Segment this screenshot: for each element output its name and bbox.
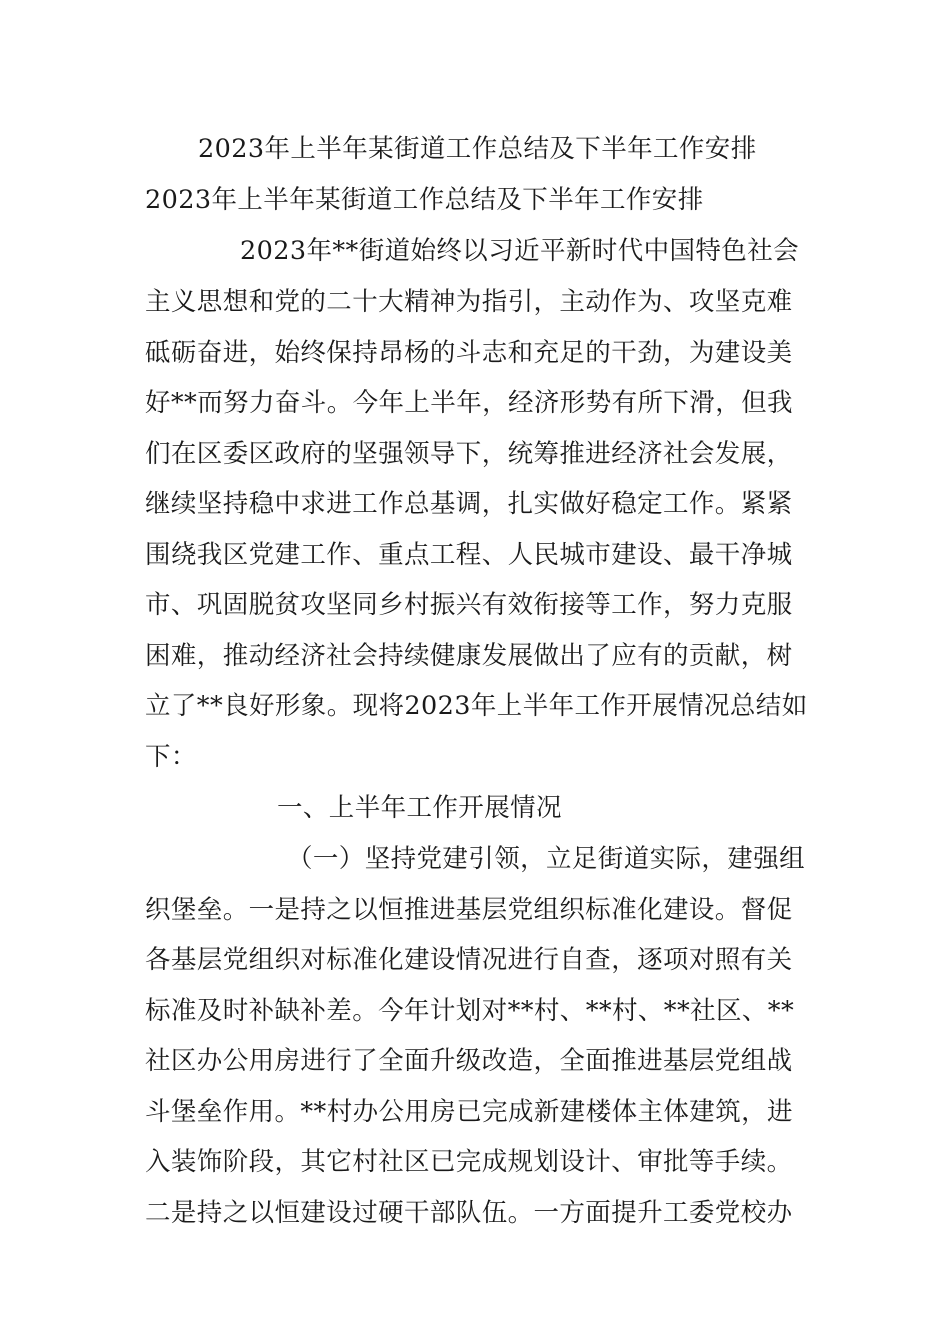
- paragraph-line: 各基层党组织对标准化建设情况进行自查，逐项对照有关: [145, 945, 793, 975]
- section-heading: 一、上半年工作开展情况: [277, 793, 562, 823]
- paragraph-line: 砥砺奋进，始终保持昂杨的斗志和充足的干劲，为建设美: [145, 338, 793, 368]
- subsection-heading: （一）坚持党建引领，立足街道实际，建强组: [287, 844, 806, 874]
- document-title: 2023年上半年某街道工作总结及下半年工作安排: [198, 134, 757, 164]
- paragraph-line: 立了**良好形象。现将2023年上半年工作开展情况总结如: [145, 691, 808, 721]
- paragraph-line: 下：: [145, 742, 197, 772]
- paragraph-line: 织堡垒。一是持之以恒推进基层党组织标准化建设。督促: [145, 895, 793, 925]
- paragraph-line: 社区办公用房进行了全面升级改造，全面推进基层党组战: [145, 1046, 793, 1076]
- paragraph-line: 围绕我区党建工作、重点工程、人民城市建设、最干净城: [145, 540, 793, 570]
- paragraph-line: 斗堡垒作用。**村办公用房已完成新建楼体主体建筑，进: [145, 1097, 793, 1127]
- paragraph-line: 二是持之以恒建设过硬干部队伍。一方面提升工委党校办: [145, 1198, 793, 1228]
- paragraph-line: 好**而努力奋斗。今年上半年，经济形势有所下滑，但我: [145, 388, 793, 418]
- paragraph-line: 主义思想和党的二十大精神为指引，主动作为、攻坚克难: [145, 287, 793, 317]
- paragraph-line: 2023年**街道始终以习近平新时代中国特色社会: [240, 236, 799, 266]
- paragraph-line: 继续坚持稳中求进工作总基调，扎实做好稳定工作。紧紧: [145, 489, 793, 519]
- document-subtitle: 2023年上半年某街道工作总结及下半年工作安排: [145, 185, 704, 215]
- paragraph-line: 困难，推动经济社会持续健康发展做出了应有的贡献，树: [145, 641, 793, 671]
- paragraph-line: 们在区委区政府的坚强领导下，统筹推进经济社会发展，: [145, 439, 793, 469]
- paragraph-line: 标准及时补缺补差。今年计划对**村、**村、**社区、**: [145, 996, 795, 1026]
- paragraph-line: 市、巩固脱贫攻坚同乡村振兴有效衔接等工作，努力克服: [145, 590, 793, 620]
- paragraph-line: 入装饰阶段，其它村社区已完成规划设计、审批等手续。: [145, 1147, 793, 1177]
